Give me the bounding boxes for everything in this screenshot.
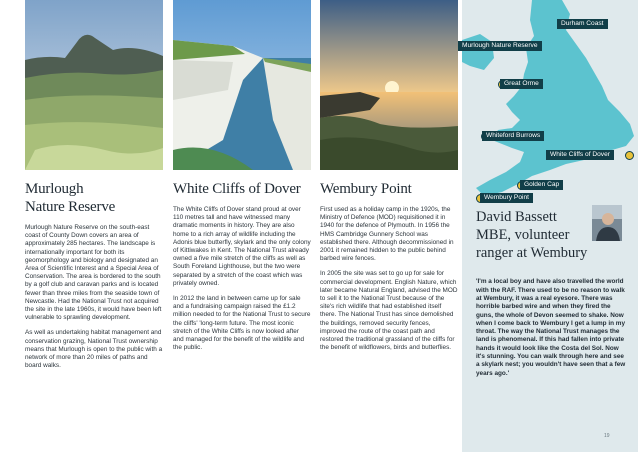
ranger-title-line: ranger at Wembury [476,245,588,261]
section-title [25,180,163,216]
paragraph: In 2005 the site was set to go up for sale for commercial development. English Nature, which later became Natural England, advised the MOD to sell it to the National Trust because of the site's rich wildlife that had established itself there. The National Trust has since demolished the buildings, removed security fences, improved the route of the coast path and restored the traditional grassland of the cliffs for the benefit of wildflowers, birds and butterflies. [320,270,458,352]
title-line: Wembury Point [320,181,412,197]
section-title [173,180,311,198]
paragraph: The White Cliffs of Dover stand proud at over 110 metres tall and have witnessed many dramatic moments in history. They are also home to a rich array of wildlife including the Adonis blue butterfly, skylark and the only colony of Kittiwakes in Kent. The National Trust already owned a five mile stretch of the cliffs as well as South Foreland Lighthouse, but the two were separated by a stretch of the coast which was privately owned. [173,206,311,287]
location-tag-whiteford-burrows: Whiteford Burrows [482,131,544,141]
map-marker [625,151,634,160]
ranger-portrait [592,205,622,241]
wembury-section [320,180,458,359]
page-number: 19 [604,433,610,439]
ranger-quote: 'I'm a local boy and have also travelled the world with the RAF. There used to be no reason to walk at Wembury, it was a real eyesore. There was horrible barbed wire and when they fired the guns, the whole of Devon seemed to shake. Now when I come back to Wembury I get a lump in my throat. The way the National Trust manages the land is phenomenal. If this had fallen into private hands it would look like the Costa del Sol. Now it's stunning. You can walk through here and see a skylark nest; you wouldn't have seen that a few years ago.' [476,278,626,377]
dover-section [173,180,311,359]
murlough-section [25,180,163,377]
ranger-title-line: David Bassett [476,209,557,225]
paragraph: As well as undertaking habitat management and conservation grazing, National Trust ownership means that Murlough is open to the public with a network of more than 20 miles of paths and board walks. [25,329,163,370]
location-tag-wembury-point: Wembury Point [480,193,533,203]
title-line: Nature Reserve [25,199,116,215]
dover-photo [173,0,311,170]
great-britain-shape [476,0,634,196]
murlough-photo [25,0,163,170]
location-tag-white-cliffs: White Cliffs of Dover [546,150,614,160]
paragraph: In 2012 the land in between came up for sale and a fundraising campaign raised the £1.2 million needed to for the National Trust to secure the cliffs' 'long-term future. The most iconic stretch of the White Cliffs is now looked after and managed for the benefit of the wildlife and the public. [173,295,311,352]
northern-ireland-shape [462,34,494,70]
location-tag-durham-coast: Durham Coast [557,19,608,29]
uk-map [462,0,638,210]
location-tag-murlough: Murlough Nature Reserve [458,41,542,51]
ranger-title [476,208,596,262]
location-tag-great-orme: Great Orme [500,79,543,89]
paragraph: Murlough Nature Reserve on the south-east coast of County Down covers an area of approximately 285 hectares. The landscape is internationally important for both its geomorphology and biology and designated an Area of Scientific Interest and a Special Area of Conservation. The area is bordered to the south by a golf club and caravan parks and is located fewer than three miles from the seaside town of Newcastle. Had the National Trust not acquired the site in the late 1960s, it would have been left vulnerable to sprawling development. [25,224,162,322]
wembury-photo [320,0,458,170]
ranger-title-line: MBE, volunteer [476,227,570,243]
location-tag-golden-cap: Golden Cap [520,180,563,190]
paragraph: First used as a holiday camp in the 1920s, the Ministry of Defence (MOD) requisitioned it in 1940 for the defence of Plymouth. In 1956 the HMS Cambridge Gunnery School was established there. Although decommissioned in 2001 it remained hidden to the public behind barbed wire fences. [320,206,454,263]
section-title [320,180,458,198]
title-line: Murlough [25,181,84,197]
title-line: White Cliffs of Dover [173,181,301,197]
